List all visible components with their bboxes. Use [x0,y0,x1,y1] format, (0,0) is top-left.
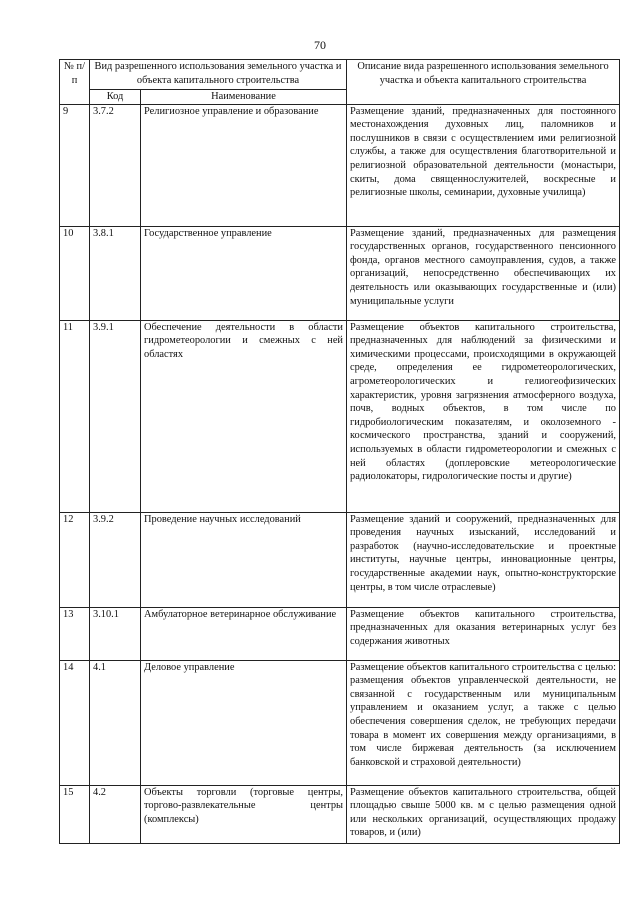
row-description: Размещение зданий и сооружений, предназначенных для проведения научных изысканий, исследований и разработок (научно-исследовательские и проектные институты, научные центры, инновационные центры, государственные академии наук, опытно-конструкторские центры, в том числе отраслевые) [347,512,620,607]
header-code: Код [90,90,141,105]
row-name: Амбулаторное ветеринарное обслуживание [141,607,347,660]
row-name: Деловое управление [141,660,347,785]
table-row [60,607,620,660]
row-name: Религиозное управление и образование [141,104,347,226]
row-code: 3.10.1 [90,607,141,660]
row-description: Размещение зданий, предназначенных для размещения государственных органов, государственного пенсионного фонда, органов местного самоуправления, судов, а также организаций, непосредственно обеспечивающих их деятельность или оказывающих государственные и (или) муниципальные услуги [347,226,620,320]
row-description: Размещение объектов капитального строительства с целью: размещения объектов управленческой деятельности, не связанной с государственным или муниципальным управлением и оказанием услуг, а также с целью обеспечения совершения сделок, не требующих передачи товара в момент их совершения между организациями, в том числе биржевая деятельность (за исключением банковской и страховой деятельности) [347,660,620,785]
table-row [60,660,620,785]
row-description: Размещение объектов капитального строительства, общей площадью свыше 5000 кв. м с целью размещения одной или нескольких организаций, осуществляющих продажу товаров, и (или) [347,785,620,843]
row-description: Размещение зданий, предназначенных для постоянного местонахождения духовных лиц, паломников и послушников в связи с осуществлением ими религиозной службы, а также для осуществления благотворительной и религиозной образовательной деятельности (монастыри, скиты, дома священнослужителей, воскресные и религиозные школы, семинарии, духовные училища) [347,104,620,226]
row-name: Проведение научных исследований [141,512,347,607]
row-name: Обеспечение деятельности в области гидрометеорологии и смежных с ней областях [141,320,347,512]
row-num: 11 [60,320,90,512]
table-row [60,226,620,320]
row-num: 15 [60,785,90,843]
row-code: 3.9.1 [90,320,141,512]
row-name: Объекты торговли (торговые центры, торгово-развлекательные центры (комплексы) [141,785,347,843]
row-num: 9 [60,104,90,226]
row-code: 4.2 [90,785,141,843]
table-row [60,512,620,607]
row-description: Размещение объектов капитального строительства, предназначенных для наблюдений за физическими и химическими процессами, происходящими в окружающей среде, определения ее гидрометеорологических, агрометеорологических и гелиогеофизических характеристик, уровня загрязнения атмосферного воздуха, почв, водных объектов, в том числе по гидробиологическим показателям, и околоземного - космического пространства, зданий и сооружений, используемых в области гидрометеорологии и смежных с ней областях (доплеровские метеорологические радиолокаторы, гидрологические посты и другие) [347,320,620,512]
page-number: 70 [314,38,326,52]
row-code: 4.1 [90,660,141,785]
table-row [60,785,620,843]
header-group: Вид разрешенного использования земельного участка и объекта капитального строительства [90,60,347,90]
row-num: 13 [60,607,90,660]
row-code: 3.7.2 [90,104,141,226]
header-num: № п/п [60,60,90,105]
land-use-table [59,59,620,844]
row-code: 3.8.1 [90,226,141,320]
row-code: 3.9.2 [90,512,141,607]
header-name: Наименование [141,90,347,105]
row-num: 12 [60,512,90,607]
header-description: Описание вида разрешенного использования земельного участка и объекта капитального строительства [347,60,620,105]
row-description: Размещение объектов капитального строительства, предназначенных для оказания ветеринарных услуг без содержания животных [347,607,620,660]
row-name: Государственное управление [141,226,347,320]
row-num: 10 [60,226,90,320]
table-row [60,104,620,226]
row-num: 14 [60,660,90,785]
table-row [60,320,620,512]
